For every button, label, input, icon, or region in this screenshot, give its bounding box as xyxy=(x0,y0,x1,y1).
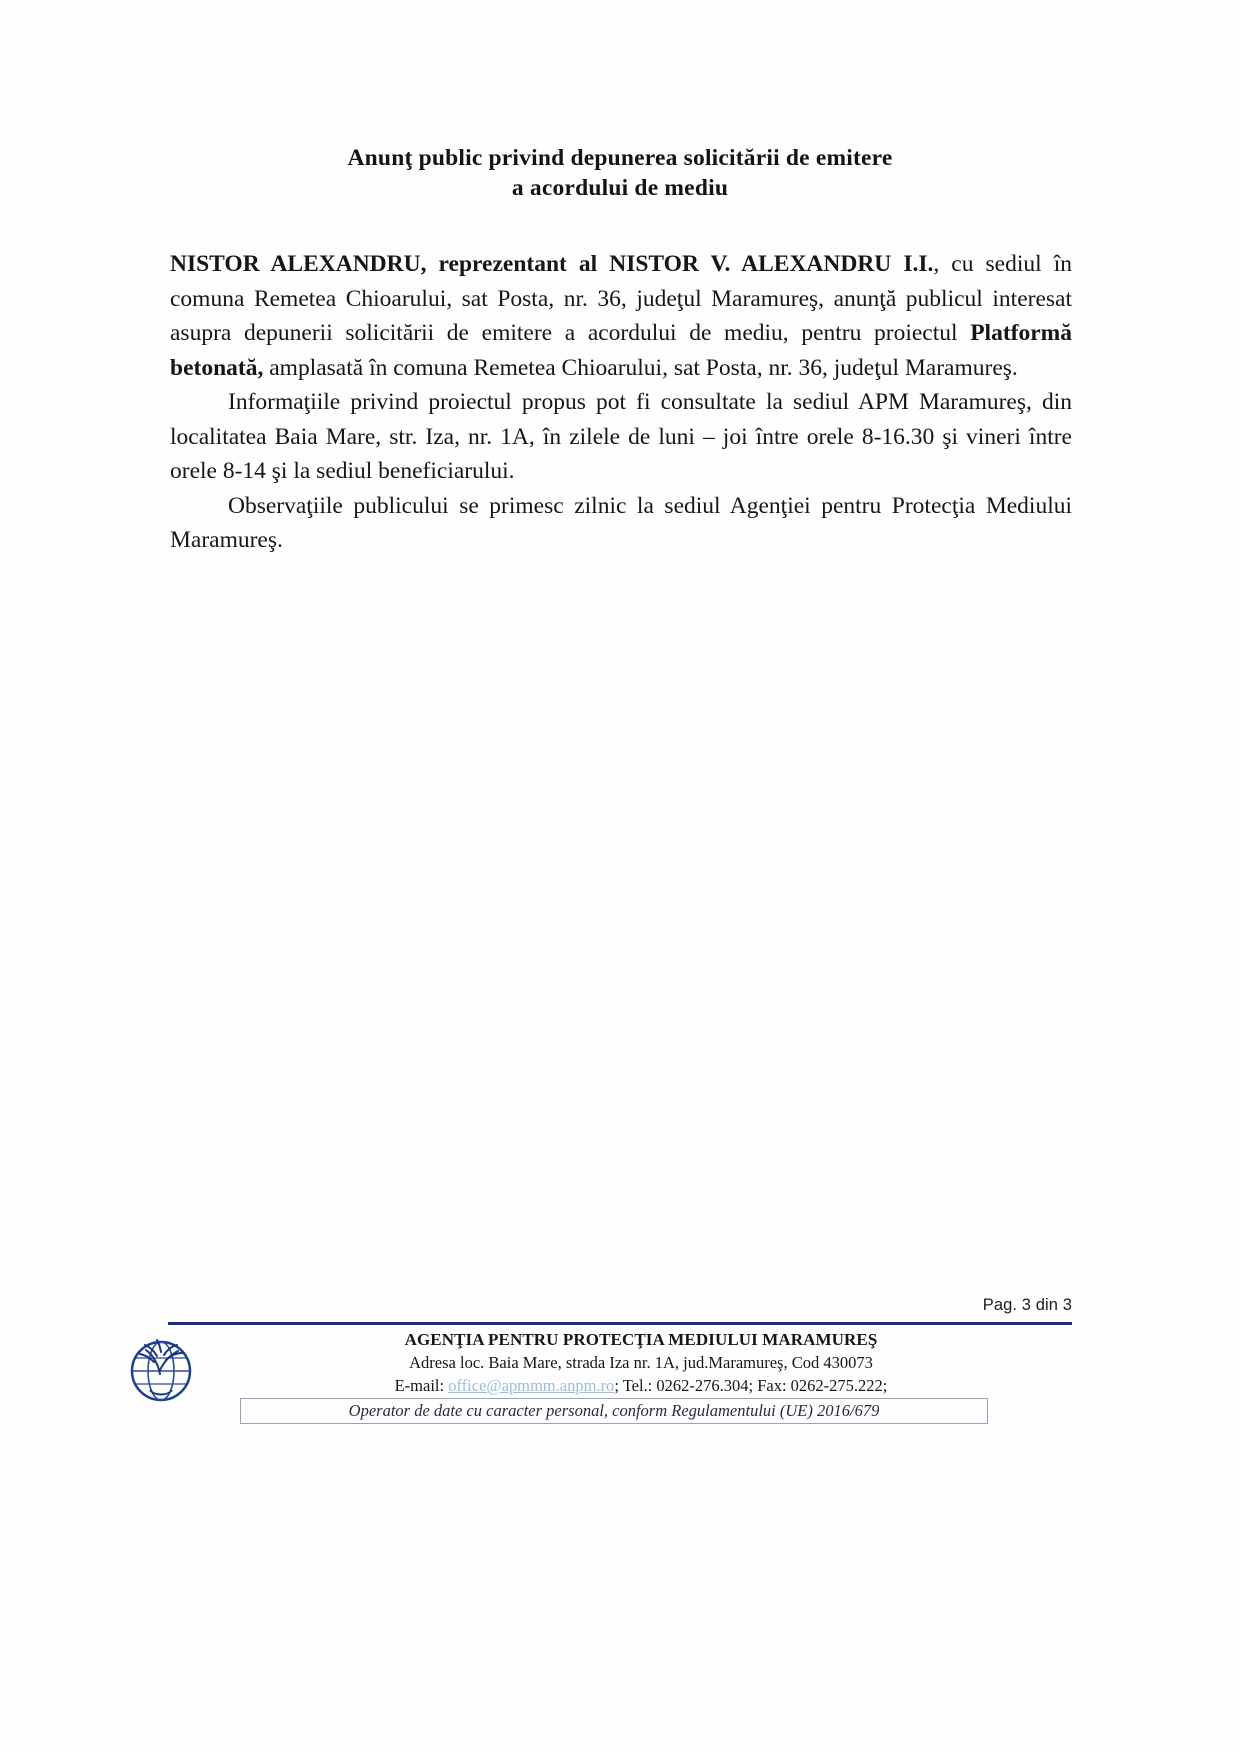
email-link[interactable]: office@apmmm.anpm.ro xyxy=(448,1376,615,1395)
project-name: Platformă betonată, xyxy=(170,320,1072,381)
title-line-1: Anunţ public privind depunerea solicitării de emitere xyxy=(347,145,893,171)
footer-contact-block xyxy=(206,1328,1076,1397)
paragraph-observations: Observaţiile publicului se primesc zilnic la sediul Agenţiei pentru Protecţia Mediului Maramureş. xyxy=(170,492,1072,553)
document-body xyxy=(170,247,1072,558)
paragraph-applicant xyxy=(170,247,1072,385)
footer-organization: AGENŢIA PENTRU PROTECŢIA MEDIULUI MARAMUREŞ xyxy=(404,1330,878,1349)
footer-gdpr-note: Operator de date cu caracter personal, conform Regulamentului (UE) 2016/679 xyxy=(348,1401,880,1420)
applicant-name: NISTOR ALEXANDRU, reprezentant al NISTOR V. ALEXANDRU I.I. xyxy=(170,251,934,277)
footer-contact-line xyxy=(206,1374,1076,1397)
footer-divider xyxy=(168,1322,1072,1325)
project-location: amplasată în comuna Remetea Chioarului, sat Posta, nr. 36, judeţul Maramureş. xyxy=(263,354,1018,381)
footer-address: Adresa loc. Baia Mare, strada Iza nr. 1A, jud.Maramureş, Cod 430073 xyxy=(409,1353,873,1372)
page-title xyxy=(170,143,1070,203)
email-label: E-mail: xyxy=(394,1376,445,1395)
phone-fax: ; Tel.: 0262-276.304; Fax: 0262-275.222; xyxy=(614,1376,888,1395)
paragraph-information: Informaţiile privind proiectul propus pot fi consultate la sediul APM Maramureş, din localitatea Baia Mare, str. Iza, nr. 1A, în zilele de luni – joi între orele 8-16.30 şi vineri între orele 8-14 şi la sediul beneficiarului. xyxy=(170,389,1072,484)
title-line-2: a acordului de mediu xyxy=(511,175,729,201)
applicant-details: , cu sediul în comuna Remetea Chioarului, sat Posta, nr. 36, judeţul Maramureş, anunţă publicul interesat asupra depunerii solicitării de emitere a acordului de mediu, pentru proiectul xyxy=(170,251,1073,346)
page-number: Pag. 3 din 3 xyxy=(982,1296,1072,1314)
globe-leaf-emblem-icon xyxy=(120,1330,202,1408)
